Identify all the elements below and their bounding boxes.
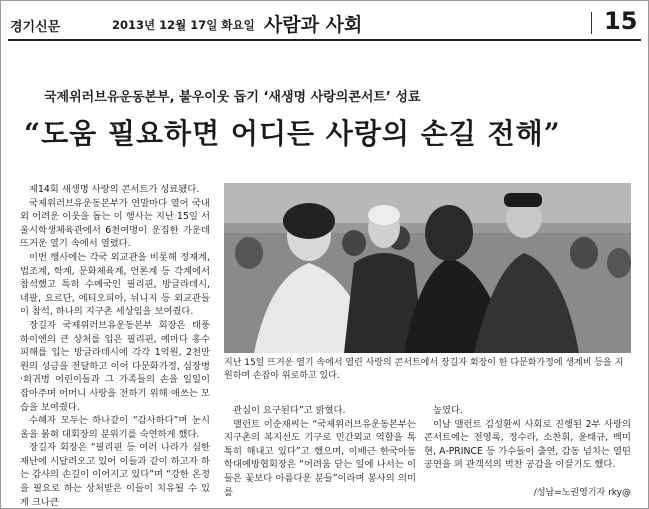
byline: /성남=노권영기자 rky@ bbox=[533, 488, 631, 498]
paragraph: 이날 맬런트 김성환씨 사회로 진행된 2부 사랑의 콘서트에는 전영록, 정수라, 소찬휘, 윤태규, 백미현, A-PRINCE 등 가수들이 출연, 감동 넘치는 열띤 공연을 펴 관객석의 벅찬 공감을 이끌기도 했다. bbox=[424, 418, 631, 471]
paragraph: 국제위러브유운동본부가 연말마다 열어 국내외 어려운 이웃을 돕는 이 행사는 지난 15일 서울시학생체육관에서 6천여명이 운집한 가운데 뜨거운 열기 속에서 열렸다. bbox=[20, 197, 210, 250]
publication-name: 경기신문 bbox=[10, 20, 61, 35]
article-column-1 bbox=[20, 183, 210, 509]
page-header bbox=[8, 4, 641, 40]
paragraph: 제14회 새생명 사랑의 콘서트가 성료됐다. bbox=[29, 184, 200, 195]
article-headline: “도움 필요하면 어디든 사랑의 손길 전해” bbox=[24, 117, 561, 150]
paragraph: 관심이 요구된다”고 밝혔다. bbox=[233, 405, 346, 416]
paragraph: 이번 행사에는 각국 외교관을 비롯해 정재계, 법조계, 학계, 문화체육계, 언론계 등 각계에서 참석했고 특히 수예국인 필리핀, 방글라데시, 네팔, 요르단, 에티오피아, 뉘니지 등 외교관들이 참석, 하나의 지구촌 세상임을 보여줬다. bbox=[20, 251, 210, 318]
section-title: 사람과 사회 bbox=[264, 14, 363, 36]
publication-date: 2013년 12월 17일 화요일 bbox=[112, 18, 255, 32]
article-subtitle: 국제위러브유운동본부, 불우이웃 돕기 ‘새생명 사랑의콘서트’ 성료 bbox=[44, 90, 421, 105]
header-rule bbox=[8, 39, 641, 41]
page-number: 15 bbox=[604, 7, 638, 35]
paragraph: 높였다. bbox=[433, 405, 463, 416]
header-divider bbox=[591, 12, 592, 34]
article-column-3 bbox=[424, 404, 631, 472]
paragraph: 장길자 국제위러브유운동본부 회장은 태풍 하이엔의 큰 상처를 입은 필리핀, 예마다 홍수피해를 입는 방글라데시에 각각 1억원, 2천만원의 성금을 전달하고 이어 다문화가정, 심장병·희귀병 어린이들과 그 가족들의 손을 일일이 잡아주며 어머니 사랑을 전하기 위해 애쓰는 모습을 보여줬다. bbox=[20, 319, 210, 413]
paragraph: 장길자 회장은 “필리핀 등 여러 나라가 심한 재난에 시달려오고 있어 이들과 같이 하고자 하는 감사의 손길이 이어지고 있다”며 “강한 온정을 필요로 하는 상처받은 이들이 치유될 수 있게 크나큰 bbox=[20, 442, 210, 508]
paragraph: 맬런트 이순재씨는 “국제위러브유운동본부는 지구촌의 복지선도 기구로 민간외교 역할을 톡톡히 해내고 있다”고 했으며, 이배근 한국아동학대예방협회장은 “어려움 닫는 일에 나서는 이들은 꽃보다 아름다운 분들”이라며 봉사의 의미를 bbox=[224, 418, 416, 498]
paragraph: 수혜자 모두는 하나같이 “감사하다”며 눈시울을 붉혀 대회장의 분위기를 숙연하게 했다. bbox=[20, 415, 210, 440]
photo-caption: 지난 15일 뜨거운 열기 속에서 열린 사랑의 콘서트에서 장길자 회장이 한 다문화가정에 생계비 등을 지원하며 손잡아 위로하고 있다. bbox=[224, 358, 624, 381]
news-photo bbox=[224, 183, 631, 353]
article-column-2 bbox=[224, 404, 416, 499]
